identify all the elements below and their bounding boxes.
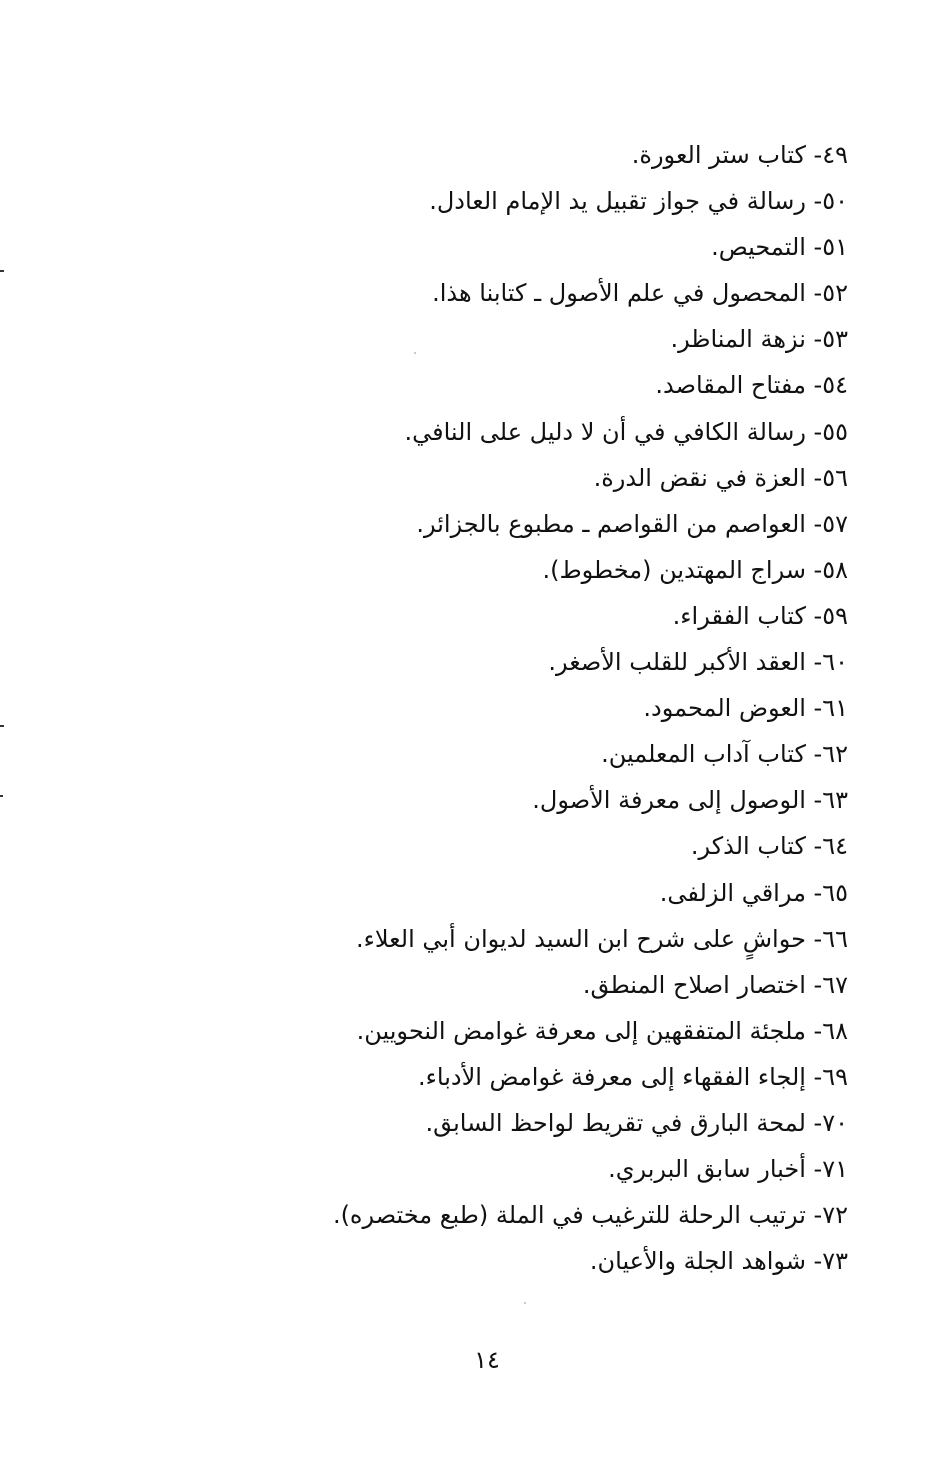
scan-artifact (0, 725, 4, 727)
list-item: ٤٩- كتاب ستر العورة. (631, 141, 848, 169)
list-item: ٦٩- إلجاء الفقهاء إلى معرفة غوامض الأدباء. (417, 1062, 848, 1091)
list-item: ٦٦- حواشٍ على شرح ابن السيد لديوان أبي العلاء. (355, 924, 848, 953)
list-item: ٥٣- نزهة المناظر. (670, 325, 848, 354)
list-item: ٥٠- رسالة في جواز تقبيل يد الإمام العادل. (429, 187, 848, 216)
list-item: ٧١- أخبار سابق البربري. (608, 1155, 848, 1184)
scan-artifact (0, 795, 3, 797)
list-item: ٥٢- المحصول في علم الأصول ـ كتابنا هذا. (432, 279, 848, 308)
list-item: ٦٢- كتاب آداب المعلمين. (601, 740, 848, 769)
list-item: ٦٣- الوصول إلى معرفة الأصول. (532, 786, 848, 815)
list-item: ٥٤- مفتاح المقاصد. (655, 371, 848, 400)
page-number: ١٤ (474, 1346, 500, 1374)
list-item: ٦٨- ملجئة المتفقهين إلى معرفة غوامض النحويين. (356, 1016, 848, 1045)
list-item: ٧٣- شواهد الجلة والأعيان. (589, 1247, 848, 1276)
list-item: ٦٧- اختصار اصلاح المنطق. (582, 970, 848, 999)
list-item: ٥١- التمحيص. (711, 233, 848, 262)
list-item: ٦١- العوض المحمود. (643, 694, 848, 723)
list-item: ٦٤- كتاب الذكر. (690, 832, 848, 861)
list-item: ٧٢- ترتيب الرحلة للترغيب في الملة (طبع مختصره). (332, 1201, 848, 1230)
scan-artifact (524, 1302, 526, 1304)
list-item: ٥٦- العزة في نقض الدرة. (593, 463, 848, 492)
book-list (228, 132, 848, 1284)
list-item: ٧٠- لمحة البارق في تقريط لواحظ السابق. (425, 1108, 848, 1137)
list-item: ٦٥- مراقي الزلفى. (659, 878, 848, 907)
list-item: ٥٩- كتاب الفقراء. (672, 601, 848, 630)
list-item: ٥٧- العواصم من القواصم ـ مطبوع بالجزائر. (416, 509, 848, 538)
list-item: ٥٨- سراج المهتدين (مخطوط). (542, 555, 848, 584)
scan-artifact (0, 270, 4, 272)
list-item: ٥٥- رسالة الكافي في أن لا دليل على النافي. (404, 417, 848, 446)
list-item: ٦٠- العقد الأكبر للقلب الأصغر. (548, 648, 848, 677)
